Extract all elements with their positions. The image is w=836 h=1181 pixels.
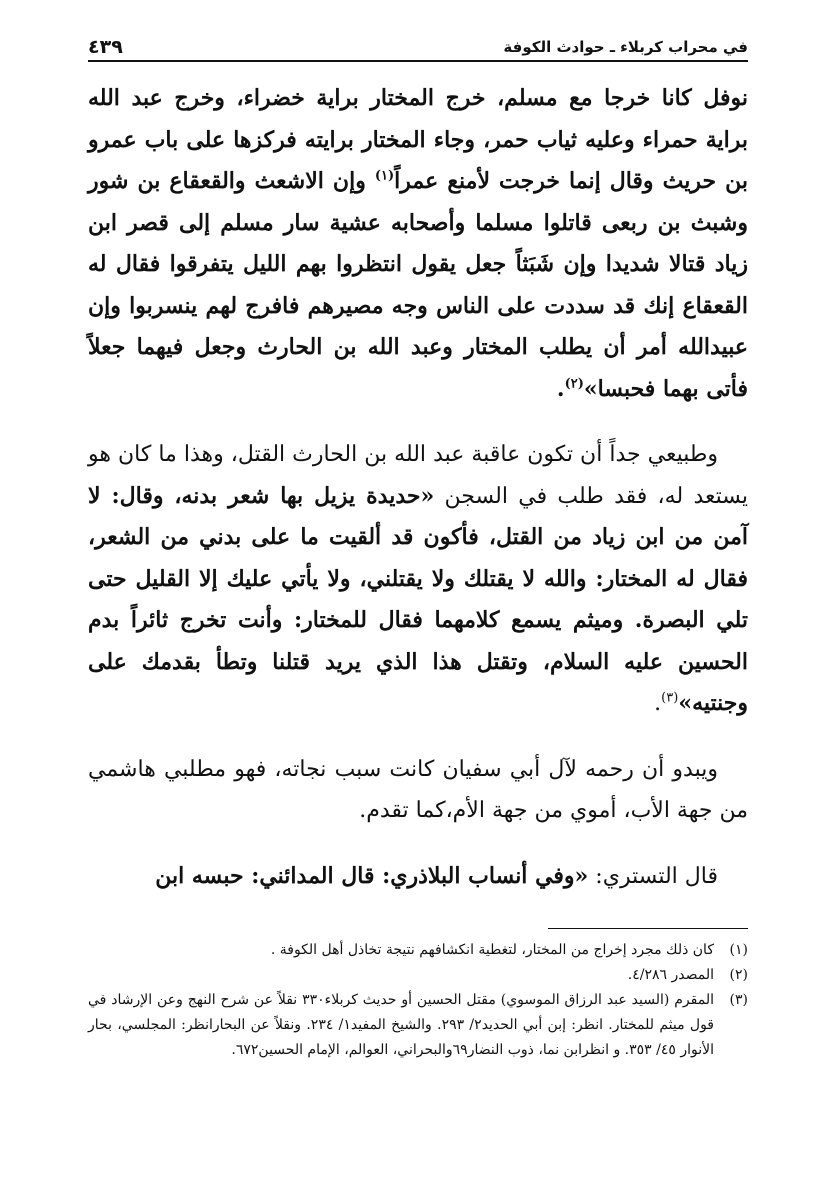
footnote-text: كان ذلك مجرد إخراج من المختار، لتغطية انكشافهم نتيجة تخاذل أهل الكوفة . (270, 942, 714, 958)
paragraph-4 (88, 856, 748, 898)
footnote-2 (88, 963, 748, 988)
footnote-text: المقرم (السيد عبد الرزاق الموسوي) مقتل الحسين أو حديث كربلاء٣٣٠ نقلاً عن شرح النهج وعن الإرشاد في قول ميثم للمختار. انظر: إبن أبي الحديد٢/ ٢٩٣. والشيخ المفيد١/ ٢٣٤. ونقلاً عن البحارانظر: المجلسي، بحار الأنوار ٤٥/ ٣٥٣. و انظرابن نما، ذوب النضار٦٩والبحراني، العوالم، الإمام الحسين٦٧٢. (88, 992, 715, 1058)
paragraph-2-quote: «حديدة يزيل بها شعر بدنه، وقال: لا آمن من ابن زياد من القتل، فأكون قد ألقيت ما على بدني من الشعر، فقال له المختار: والله لا يقتلك ولا يقتلني، ولا يأتي عليك إلا القليل حتى تلي البصرة. وميثم يسمع كلامهما فقال للمختار: وأنت تخرج ثائراً بدم الحسين عليه السلام، وتقتل هذا الذي يريد قتلنا وتطأ بقدمك على وجنتيه» (88, 482, 748, 716)
paragraph-1 (88, 78, 748, 410)
paragraph-3-text: ويبدو أن رحمه لآل أبي سفيان كانت سبب نجاته، فهو مطلبي هاشمي من جهة الأب، أموي من جهة الأم،كما تقدم. (88, 756, 748, 823)
footnote-text: المصدر ٤/٢٨٦. (627, 967, 714, 983)
main-text (88, 78, 748, 897)
footnote-ref-3: (٣) (661, 690, 679, 706)
footnote-3 (88, 988, 748, 1063)
footnote-number: (٣) (729, 992, 748, 1008)
paragraph-2-intro: وطبيعي جداً أن تكون عاقبة عبد الله بن الحارث القتل، وهذا ما كان هو يستعد له، فقد طلب في السجن (88, 442, 748, 509)
paragraph-2 (88, 434, 748, 725)
paragraph-2-end: . (654, 691, 662, 716)
footnote-number: (١) (729, 942, 748, 958)
paragraph-1-end: . (556, 375, 565, 402)
footnote-ref-2: (٢) (564, 376, 584, 392)
paragraph-3 (88, 749, 748, 832)
footnote-number: (٢) (729, 967, 748, 983)
paragraph-1-text: نوفل كانا خرجا مع مسلم، خرج المختار براية خضراء، وخرج عبد الله براية حمراء وعليه ثياب حمر، وجاء المختار برايته فركزها على باب عمرو بن حريث وقال إنما خرجت لأمنع عمراً (88, 85, 748, 194)
paragraph-4-intro: قال التستري: (588, 863, 718, 889)
paragraph-1-text-continued: وإن الاشعث والقعقاع بن شور وشبث بن ربعى قاتلوا مسلما وأصحابه عشية سار مسلم إلى قصر ابن زياد قتالا شديدا وإن شَبَثاً جعل يقول انتظروا بهم الليل يتفرقوا فقال له القعقاع إنك قد سددت على الناس وجه مصيرهم فافرج لهم ينسربوا وإن عبيدالله أمر أن يطلب المختار وعبد الله بن الحارث وجعل فيهما جعلاً فأتى بهما فحبسا» (88, 168, 748, 402)
page-number: ٤٣٩ (88, 36, 123, 58)
paragraph-4-quote: «وفي أنساب البلاذري: قال المدائني: حبسه ابن (155, 862, 589, 889)
footnote-divider (548, 928, 748, 929)
footnotes (88, 938, 748, 1063)
footnote-ref-1: (١) (374, 168, 395, 184)
running-title: في محراب كربلاء ـ حوادث الكوفة (503, 38, 748, 56)
footnote-1 (88, 938, 748, 963)
running-header (88, 30, 748, 62)
